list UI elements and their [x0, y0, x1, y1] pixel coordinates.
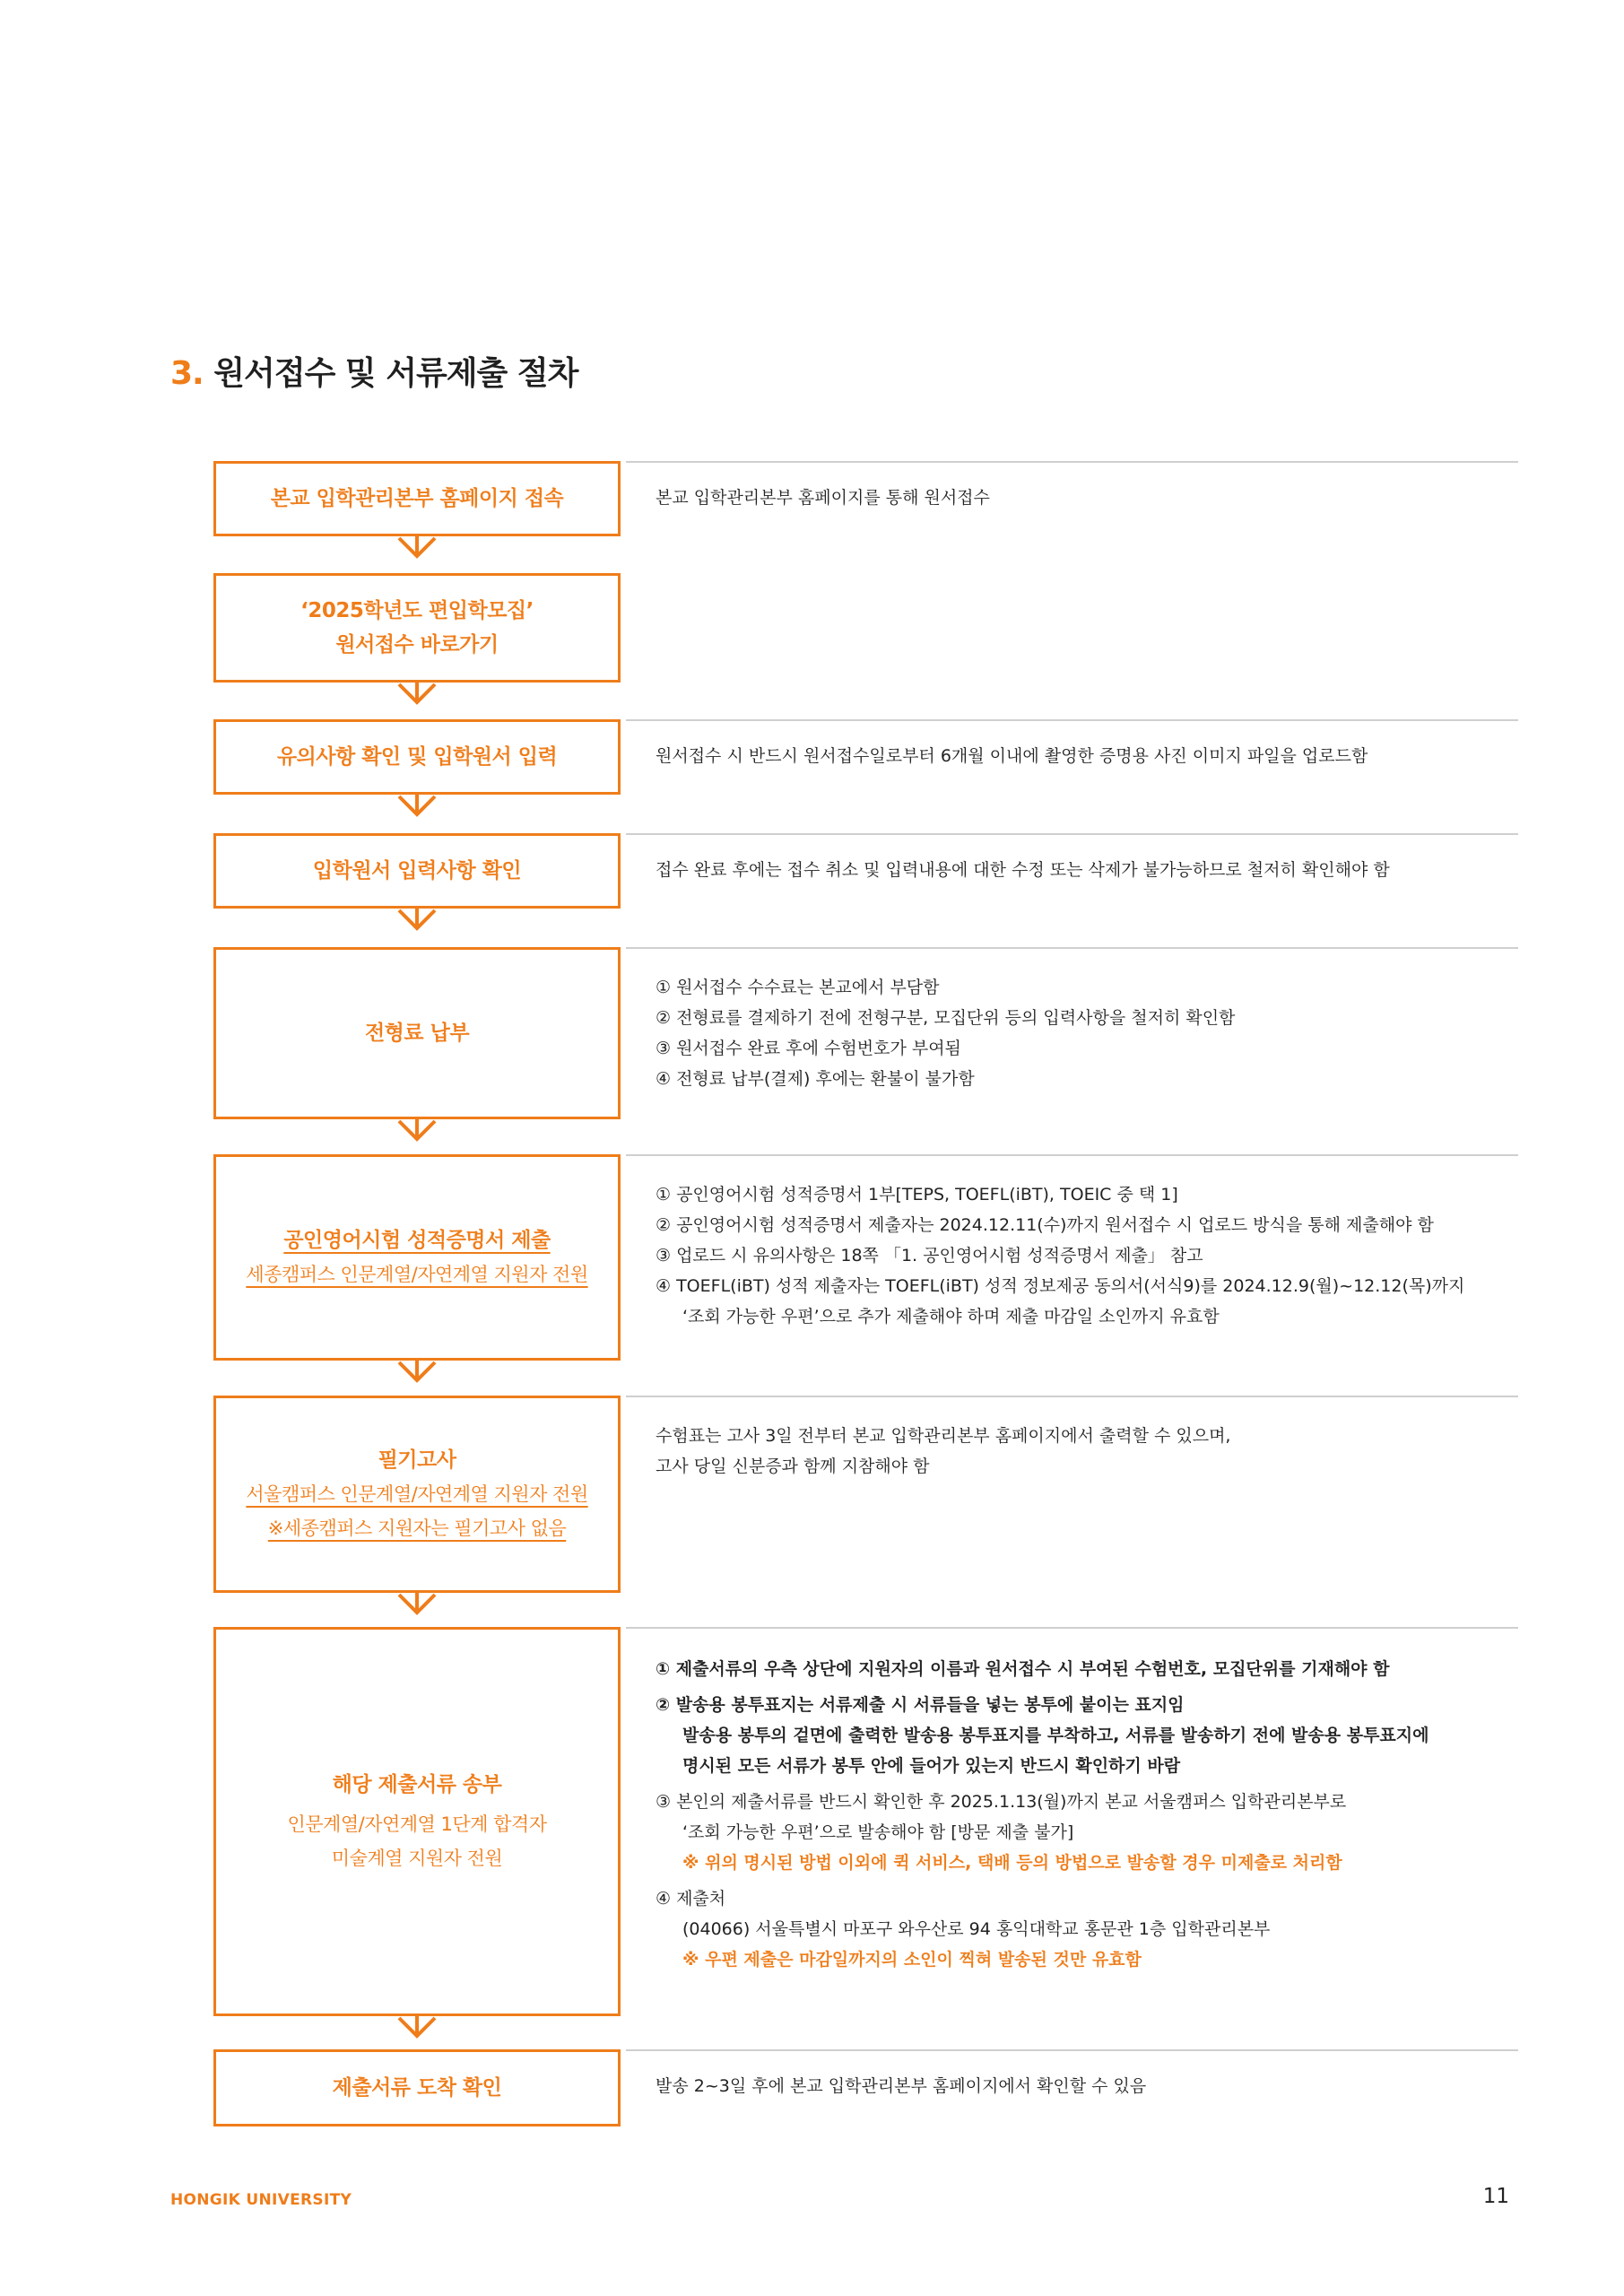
step-description [656, 1179, 1518, 1332]
desc-line: ③ 원서접수 완료 후에 수험번호가 부여됨 [656, 1039, 961, 1058]
desc-address: (04066) 서울특별시 마포구 와우산로 94 홍익대학교 홍문관 1층 입학관리본부 [682, 1919, 1271, 1939]
step-label: 전형료 납부 [364, 1022, 470, 1045]
desc-line: ④ TOEFL(iBT) 성적 제출자는 TOEFL(iBT) 성적 정보제공 동의서(서식9)를 2024.12.9(월)~12.12(목)까지 [656, 1276, 1465, 1296]
row-divider [626, 1396, 1518, 1397]
row-divider [626, 947, 1518, 949]
step-box [213, 1154, 621, 1361]
chevron-down-icon [392, 907, 442, 934]
step-box [213, 1627, 621, 2016]
desc-line: 본교 입학관리본부 홈페이지를 통해 원서접수 [656, 488, 990, 508]
step-label: 필기고사 [378, 1448, 456, 1472]
step-sublabel: 인문계열/자연계열 1단계 합격자 [287, 1813, 547, 1835]
desc-line: ④ 전형료 납부(결제) 후에는 환불이 불가함 [656, 1069, 975, 1089]
desc-line: ① 원서접수 수수료는 본교에서 부담함 [656, 978, 940, 997]
section-title-text: 원서접수 및 서류제출 절차 [213, 355, 578, 392]
step-box [213, 947, 621, 1119]
desc-line: 고사 당일 신분증과 함께 지참해야 함 [656, 1457, 930, 1476]
step-sublabel: ※세종캠퍼스 지원자는 필기고사 없음 [267, 1518, 567, 1539]
desc-line: 접수 완료 후에는 접수 취소 및 입력내용에 대한 수정 또는 삭제가 불가능하므로 철저히 확인해야 함 [656, 860, 1390, 880]
desc-line: ③ 업로드 시 유의사항은 18쪽 「1. 공인영어시험 성적증명서 제출」 참고 [656, 1246, 1203, 1265]
step-description [656, 2071, 1518, 2101]
step-box [213, 719, 621, 795]
row-divider [626, 461, 1518, 463]
step-description [656, 855, 1518, 885]
step-label: 본교 입학관리본부 홈페이지 접속 [270, 487, 564, 510]
row-divider [626, 1627, 1518, 1629]
step-label: ‘2025학년도 편입학모집’ [300, 599, 534, 622]
chevron-down-icon [392, 793, 442, 820]
step-box [213, 573, 621, 683]
desc-warning: ※ 우편 제출은 마감일까지의 소인이 찍혀 발송된 것만 유효함 [682, 1950, 1142, 1970]
desc-line: 원서접수 시 반드시 원서접수일로부터 6개월 이내에 촬영한 증명용 사진 이미지 파일을 업로드함 [656, 746, 1368, 766]
section-number: 3. [170, 355, 204, 392]
chevron-down-icon [392, 1118, 442, 1144]
step-box [213, 1396, 621, 1593]
chevron-down-icon [392, 1359, 442, 1386]
step-description [656, 483, 1518, 513]
page-number: 11 [1482, 2185, 1509, 2208]
step-label: 해당 제출서류 송부 [332, 1773, 502, 1796]
step-description [656, 1421, 1518, 1482]
desc-warning: ※ 위의 명시된 방법 이외에 퀵 서비스, 택배 등의 방법으로 발송할 경우 미제출로 처리함 [682, 1853, 1342, 1873]
chevron-down-icon [392, 681, 442, 708]
desc-line: ① 제출서류의 우측 상단에 지원자의 이름과 원서접수 시 부여된 수험번호, 모집단위를 기재해야 함 [656, 1659, 1390, 1679]
desc-line: ‘조회 가능한 우편’으로 추가 제출해야 하며 제출 마감일 소인까지 유효함 [682, 1307, 1220, 1326]
step-box [213, 461, 621, 536]
row-divider [626, 833, 1518, 835]
desc-line: ④ 제출처 [656, 1889, 726, 1909]
row-divider [626, 719, 1518, 721]
footer-brand: HONGIK UNIVERSITY [170, 2191, 352, 2209]
desc-line: ② 발송용 봉투표지는 서류제출 시 서류들을 넣는 봉투에 붙이는 표지임 [656, 1695, 1185, 1715]
row-divider [626, 2049, 1518, 2051]
row-divider [626, 1154, 1518, 1156]
step-label: 제출서류 도착 확인 [332, 2076, 502, 2100]
step-description [656, 1654, 1518, 1975]
desc-line: ‘조회 가능한 우편’으로 발송해야 함 [방문 제출 불가] [682, 1822, 1074, 1842]
desc-line: ① 공인영어시험 성적증명서 1부[TEPS, TOEFL(iBT), TOEIC 중 택 1] [656, 1185, 1178, 1205]
desc-line: ③ 본인의 제출서류를 반드시 확인한 후 2025.1.13(월)까지 본교 서울캠퍼스 입학관리본부로 [656, 1792, 1347, 1812]
step-sublabel: 서울캠퍼스 인문계열/자연계열 지원자 전원 [246, 1483, 588, 1505]
desc-line: 수험표는 고사 3일 전부터 본교 입학관리본부 홈페이지에서 출력할 수 있으며, [656, 1426, 1231, 1446]
chevron-down-icon [392, 535, 442, 561]
desc-line: ② 공인영어시험 성적증명서 제출자는 2024.12.11(수)까지 원서접수 시 업로드 방식을 통해 제출해야 함 [656, 1215, 1434, 1235]
step-label: 입학원서 입력사항 확인 [312, 859, 522, 883]
step-label: 공인영어시험 성적증명서 제출 [283, 1229, 551, 1252]
step-box [213, 2049, 621, 2126]
step-description [656, 972, 1518, 1094]
step-box [213, 833, 621, 909]
desc-line: 발송용 봉투의 겉면에 출력한 발송용 봉투표지를 부착하고, 서류를 발송하기 전에 발송용 봉투표지에 [682, 1726, 1429, 1745]
section-title [170, 348, 578, 394]
chevron-down-icon [392, 2014, 442, 2041]
step-sublabel: 미술계열 지원자 전원 [331, 1848, 503, 1869]
desc-line: 명시된 모든 서류가 봉투 안에 들어가 있는지 반드시 확인하기 바람 [682, 1756, 1181, 1776]
step-sublabel: 세종캠퍼스 인문계열/자연계열 지원자 전원 [246, 1264, 588, 1285]
step-label: 원서접수 바로가기 [335, 633, 499, 657]
desc-line: ② 전형료를 결제하기 전에 전형구분, 모집단위 등의 입력사항을 철저히 확인함 [656, 1008, 1236, 1028]
chevron-down-icon [392, 1591, 442, 1618]
desc-line: 발송 2~3일 후에 본교 입학관리본부 홈페이지에서 확인할 수 있음 [656, 2076, 1147, 2096]
step-description [656, 741, 1518, 771]
step-label: 유의사항 확인 및 입학원서 입력 [276, 745, 558, 769]
